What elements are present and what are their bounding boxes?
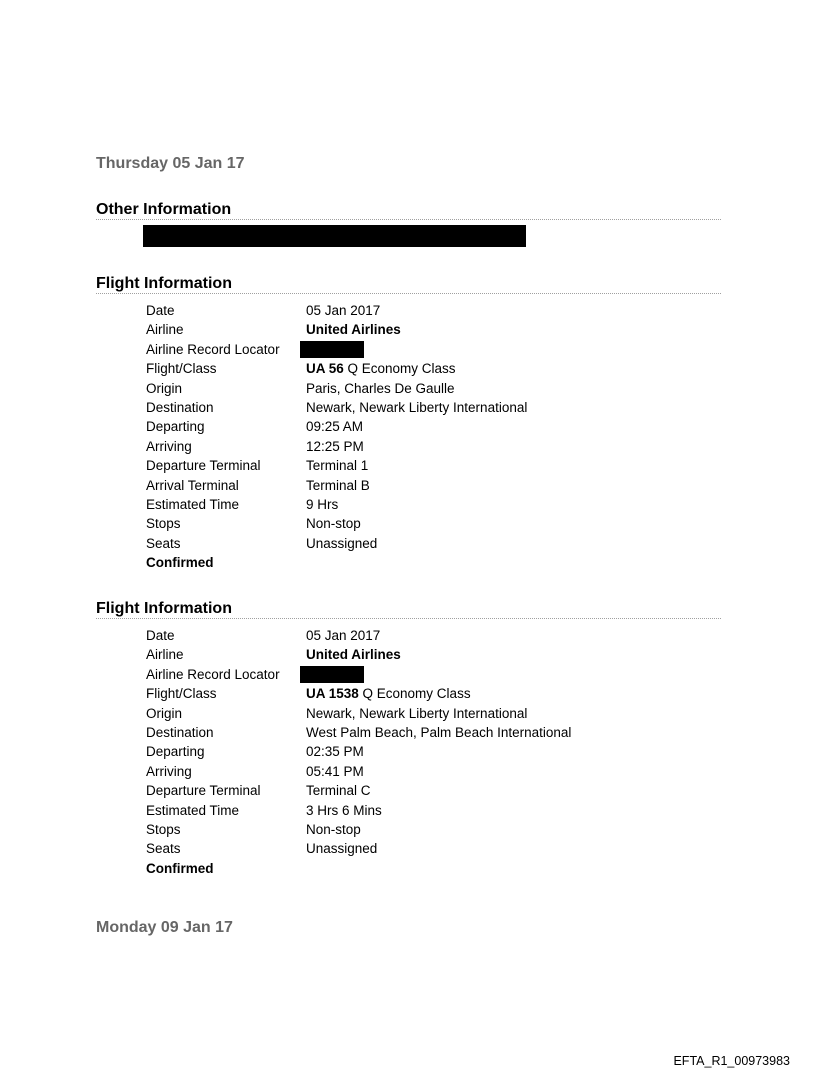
value-destination: Newark, Newark Liberty International [306,399,528,415]
row-status [146,553,527,572]
row-airline [146,645,571,664]
value-origin: Paris, Charles De Gaulle [306,380,455,396]
row-record-locator [146,340,527,359]
row-arrival-terminal [146,476,527,495]
document-id: EFTA_R1_00973983 [673,1054,790,1068]
day-heading-thursday: Thursday 05 Jan 17 [96,155,245,172]
value-departing: 09:25 AM [306,419,364,435]
row-seats [146,534,527,553]
label-record-locator: Airline Record Locator [146,341,280,357]
flight-information-heading-1: Flight Information [96,274,721,294]
value-record-locator [306,340,364,359]
label-date: Date [146,628,175,643]
row-date [146,301,527,320]
row-flight-class [146,359,527,378]
flight-information-heading-2: Flight Information [96,599,721,619]
label-date: Date [146,303,175,318]
label-airline: Airline [146,322,184,338]
label-stops: Stops [146,821,181,837]
label-seats: Seats [146,535,181,551]
value-flight-class [306,359,456,378]
label-estimated-time: Estimated Time [146,802,240,818]
value-estimated-time: 9 Hrs [306,496,339,512]
value-airline: United Airlines [306,647,401,663]
label-arriving: Arriving [146,763,192,779]
row-departure-terminal [146,456,527,475]
row-arriving [146,437,527,456]
label-departure-terminal: Departure Terminal [146,458,261,474]
label-departure-terminal: Departure Terminal [146,783,261,799]
row-arriving [146,762,571,781]
row-origin [146,704,571,723]
value-origin: Newark, Newark Liberty International [306,705,528,721]
label-departing: Departing [146,419,205,435]
row-stops [146,514,527,533]
row-departing [146,417,527,436]
redacted-block [143,225,526,247]
label-arriving: Arriving [146,438,192,454]
label-flight-class: Flight/Class [146,361,217,377]
status-confirmed: Confirmed [146,555,214,571]
label-flight-class: Flight/Class [146,686,217,702]
label-estimated-time: Estimated Time [146,496,240,512]
label-departing: Departing [146,744,205,760]
value-departure-terminal: Terminal 1 [306,458,369,474]
row-departure-terminal [146,781,571,800]
row-estimated-time [146,495,527,514]
value-record-locator [306,665,364,684]
label-record-locator: Airline Record Locator [146,666,280,682]
row-flight-class [146,684,571,703]
row-destination [146,398,527,417]
value-departing: 02:35 PM [306,744,364,760]
value-arrival-terminal: Terminal B [306,477,370,493]
row-destination [146,723,571,742]
other-information-heading: Other Information [96,200,721,220]
redacted-locator [300,341,364,358]
value-departure-terminal: Terminal C [306,783,371,799]
status-confirmed: Confirmed [146,860,214,876]
flight-info-table-1 [146,301,527,572]
row-stops [146,820,571,839]
value-seats: Unassigned [306,841,378,857]
fare-class: Q Economy Class [358,686,471,702]
value-airline: United Airlines [306,322,401,338]
day-heading-monday: Monday 09 Jan 17 [96,919,233,936]
row-date [146,626,571,645]
value-date: 05 Jan 2017 [306,303,381,318]
value-estimated-time: 3 Hrs 6 Mins [306,802,382,818]
fare-class: Q Economy Class [343,361,456,377]
row-record-locator [146,665,571,684]
value-stops: Non-stop [306,821,361,837]
row-seats [146,839,571,858]
value-arriving: 05:41 PM [306,763,364,779]
label-seats: Seats [146,841,181,857]
row-estimated-time [146,801,571,820]
flight-number: UA 56 [306,361,344,377]
row-airline [146,320,527,339]
value-destination: West Palm Beach, Palm Beach International [306,724,572,740]
value-date: 05 Jan 2017 [306,628,381,643]
redacted-locator [300,666,364,683]
label-origin: Origin [146,380,183,396]
value-stops: Non-stop [306,516,361,532]
label-origin: Origin [146,705,183,721]
label-arrival-terminal: Arrival Terminal [146,477,239,493]
flight-number: UA 1538 [306,686,359,702]
label-airline: Airline [146,647,184,663]
label-destination: Destination [146,399,214,415]
label-stops: Stops [146,516,181,532]
flight-info-table-2 [146,626,571,878]
label-destination: Destination [146,724,214,740]
row-origin [146,379,527,398]
row-status [146,859,571,878]
value-flight-class [306,684,471,703]
row-departing [146,742,571,761]
value-seats: Unassigned [306,535,378,551]
value-arriving: 12:25 PM [306,438,364,454]
